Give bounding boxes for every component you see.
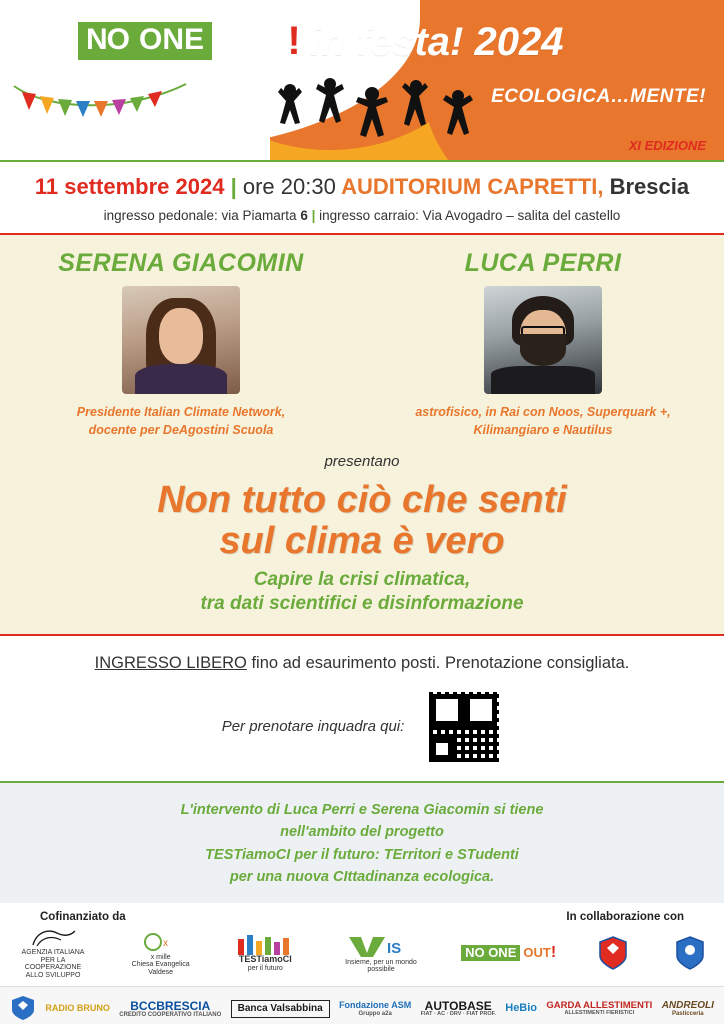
pedestrian-access-number: 6 bbox=[300, 208, 308, 224]
logo-testiamoci bbox=[229, 933, 301, 973]
booking-section bbox=[0, 636, 724, 783]
qr-finder-bottom-left bbox=[431, 738, 453, 760]
logo-radio-bruno: RADIO BRUNO bbox=[45, 1003, 110, 1014]
logo-comune-brescia-small bbox=[10, 995, 36, 1023]
access-separator: | bbox=[311, 208, 316, 224]
aics-mark-icon bbox=[27, 927, 79, 949]
speaker-2-photo bbox=[484, 286, 602, 394]
date-venue-line bbox=[0, 174, 724, 200]
bcc-brescia-label: BCCBRESCIA bbox=[130, 998, 211, 1013]
talk-subtitle bbox=[0, 568, 724, 616]
event-time: ore 20:30 bbox=[242, 174, 336, 199]
testiamoci-label: TESTiamoCI bbox=[238, 954, 292, 965]
free-entry-rest: fino ad esaurimento posti. Prenotazione consigliata. bbox=[246, 653, 630, 672]
sponsor-logos-row bbox=[0, 923, 724, 986]
logo-otto-per-mille bbox=[129, 930, 193, 977]
logo-autobase bbox=[421, 1000, 496, 1018]
logo-bcc-brescia bbox=[119, 1000, 221, 1019]
venue-access-line bbox=[0, 208, 724, 223]
portrait-body bbox=[491, 366, 595, 394]
no-one-out-logo bbox=[78, 19, 301, 63]
autobase-label: AUTOBASE bbox=[424, 998, 492, 1013]
bcc-brescia-sub: CREDITO COOPERATIVO ITALIANO bbox=[119, 1012, 222, 1019]
logo-hebio: HeBio bbox=[505, 1002, 538, 1015]
free-entry-line bbox=[0, 654, 724, 673]
poster-subtitle: ECOLOGICA…MENTE! bbox=[491, 86, 706, 107]
logo-garda-allestimenti bbox=[546, 1001, 652, 1017]
bottom-sponsor-bar bbox=[0, 986, 724, 1024]
speaker-1-role-line1: Presidente Italian Climate Network, bbox=[76, 405, 286, 420]
footer-logo-no-one: NO ONE bbox=[461, 945, 520, 961]
talk-title bbox=[0, 480, 724, 562]
event-venue: AUDITORIUM CAPRETTI, bbox=[341, 174, 604, 199]
logo-aics bbox=[14, 927, 92, 980]
vis-tagline: Insieme, per un mondo possibile bbox=[345, 958, 417, 974]
project-line4: per una nuova CIttadinanza ecologica. bbox=[229, 869, 495, 886]
speaker-1-name: SERENA GIACOMIN bbox=[58, 249, 304, 278]
talk-title-line1: Non tutto ciò che senti bbox=[157, 479, 567, 522]
project-description bbox=[0, 783, 724, 903]
speaker-2-role-line1: astrofisico, in Rai con Noos, Superquark +, bbox=[415, 405, 671, 420]
date-separator: | bbox=[230, 174, 237, 199]
otto-line2: Chiesa Evangelica Valdese bbox=[131, 961, 190, 977]
andreoli-sub: Pasticceria bbox=[671, 1011, 704, 1018]
event-venue-city: Brescia bbox=[609, 174, 690, 199]
logo-text-exclamation: ! bbox=[287, 19, 301, 63]
vis-mark-icon bbox=[343, 933, 419, 959]
cofinanced-by-label: Cofinanziato da bbox=[40, 910, 126, 923]
speaker-2-name: LUCA PERRI bbox=[464, 249, 622, 278]
sponsors-section bbox=[0, 903, 724, 986]
speakers-section bbox=[0, 233, 724, 636]
aics-line1: AGENZIA ITALIANA bbox=[21, 948, 85, 956]
aics-line3: ALLO SVILUPPO bbox=[25, 971, 81, 979]
pedestrian-access-label: ingresso pedonale: via Piamarta bbox=[103, 208, 297, 224]
provincia-di-brescia-crest-icon bbox=[675, 936, 705, 970]
comune-di-brescia-crest-icon bbox=[598, 936, 628, 970]
logo-banca-valsabbina: Banca Valsabbina bbox=[231, 1000, 330, 1019]
portrait-body bbox=[135, 364, 227, 394]
qr-instruction-label: Per prenotare inquadra qui: bbox=[221, 718, 405, 736]
logo-fondazione-asm bbox=[339, 1001, 411, 1017]
logo-text-out: OUT bbox=[220, 24, 284, 57]
poster-edition-badge: XI EDIZIONE bbox=[628, 138, 706, 153]
speaker-1-role-line2: docente per DeAgostini Scuola bbox=[88, 422, 274, 437]
bunting-flags-icon bbox=[10, 78, 190, 138]
logo-vis bbox=[338, 933, 424, 974]
otto-line1: x mille bbox=[150, 953, 171, 961]
portrait-beard bbox=[520, 334, 566, 366]
presentano-label: presentano bbox=[324, 453, 400, 471]
testiamoci-bars-icon bbox=[234, 933, 296, 955]
footer-logo-exclamation: ! bbox=[550, 944, 557, 962]
project-line2: nell'ambito del progetto bbox=[280, 824, 444, 841]
comune-brescia-small-crest-icon bbox=[10, 995, 36, 1021]
project-line1: L'intervento di Luca Perri e Serena Giacomin si tiene bbox=[180, 801, 544, 818]
garda-allestimenti-label: GARDA ALLESTIMENTI bbox=[546, 1000, 653, 1012]
talk-subtitle-line2: tra dati scientifici e disinformazione bbox=[200, 593, 524, 615]
svg-text:x: x bbox=[162, 937, 168, 949]
fondazione-asm-label: Fondazione ASM bbox=[339, 1000, 412, 1011]
jumping-people-silhouette-icon bbox=[268, 76, 488, 154]
vehicle-access-label: ingresso carraio: Via Avogadro – salita del castello bbox=[319, 208, 621, 224]
poster-title: in festa! 2024 bbox=[310, 20, 564, 64]
speaker-1-role bbox=[14, 404, 347, 439]
logo-andreoli-pasticceria bbox=[662, 1001, 714, 1018]
speaker-1-photo bbox=[122, 286, 240, 394]
andreoli-label: ANDREOLI bbox=[661, 999, 714, 1011]
speaker-card-1 bbox=[14, 249, 347, 439]
booking-qr-code[interactable] bbox=[426, 689, 502, 765]
sponsor-headings bbox=[0, 909, 724, 923]
free-entry-highlight: INGRESSO LIBERO bbox=[94, 653, 247, 672]
logo-provincia-di-brescia bbox=[670, 936, 710, 970]
svg-text:IS: IS bbox=[386, 939, 402, 957]
talk-subtitle-line1: Capire la crisi climatica, bbox=[253, 569, 471, 591]
logo-comune-di-brescia bbox=[593, 936, 633, 970]
in-collaboration-with-label: In collaborazione con bbox=[566, 910, 684, 923]
poster-header bbox=[0, 0, 724, 160]
autobase-sub: FIAT · AC · DRV · FIAT PROF. bbox=[420, 1011, 496, 1018]
project-line3: TESTiamoCI per il futuro: TErritori e STudenti bbox=[205, 846, 519, 863]
speakers-row bbox=[0, 249, 724, 439]
aics-line2: PER LA COOPERAZIONE bbox=[24, 956, 82, 972]
date-venue-bar bbox=[0, 160, 724, 233]
otto-per-mille-mark-icon bbox=[141, 930, 181, 954]
qr-row bbox=[0, 689, 724, 765]
garda-allestimenti-sub: ALLESTIMENTI FIERISTICI bbox=[564, 1010, 635, 1017]
fondazione-asm-sub: Gruppo a2a bbox=[358, 1010, 392, 1017]
testiamoci-sub: per il futuro bbox=[247, 965, 283, 973]
speaker-2-role-line2: Kilimangiaro e Nautilus bbox=[473, 422, 613, 437]
speaker-2-role bbox=[376, 404, 709, 439]
speaker-card-2 bbox=[376, 249, 709, 439]
logo-text-no: NO bbox=[78, 22, 137, 60]
talk-title-line2: sul clima è vero bbox=[219, 520, 505, 563]
footer-logo-out: OUT bbox=[523, 945, 551, 961]
portrait-face bbox=[159, 308, 203, 364]
logo-no-one-out-footer bbox=[461, 944, 557, 962]
logo-text-one: ONE bbox=[137, 22, 212, 60]
event-date: 11 settembre 2024 bbox=[34, 174, 225, 199]
